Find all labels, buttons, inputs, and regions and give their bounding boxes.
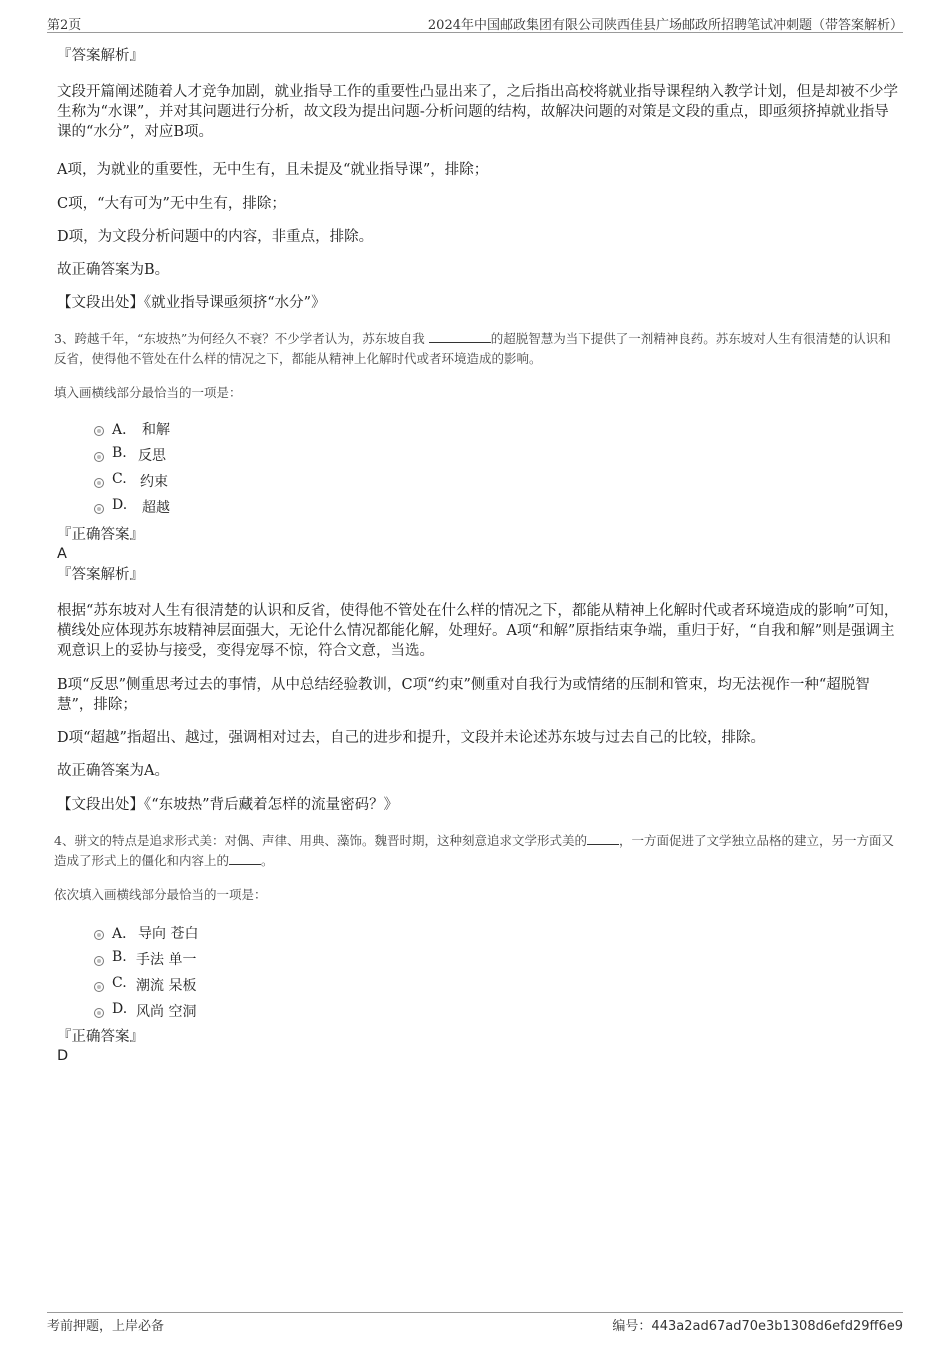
option-text: 导向 苍白 (138, 926, 199, 942)
document-title: 2024年中国邮政集团有限公司陕西佳县广场邮政所招聘笔试冲刺题（带答案解析） (427, 18, 903, 33)
option-letter: C. (112, 471, 127, 487)
footer-slogan: 考前押题，上岸必备 (47, 1319, 165, 1334)
question-4-text-part: ，一方面促进了文学独立品格的建立，另一方面又造成了形式上的僵化和内容上的 (54, 833, 894, 868)
radio-button[interactable] (94, 504, 104, 514)
analysis-paragraph: 文段开篇阐述随着人才竞争加剧，就业指导工作的重要性凸显出来了，之后指出高校将就业指导课程纳入教学计划，但是却被不少学生称为“水课”，并对其问题进行分析，故文段为提出问题-分析问题的结构，故解决问题的对策是文段的重点，即亟须挤掉就业指导课的“水分”，对应B项。 (57, 84, 898, 140)
question-3-options (54, 417, 902, 521)
passage-source: 【文段出处】《就业指导课亟须挤“水分”》 (57, 295, 326, 311)
option-letter: D. (112, 497, 128, 513)
question-4-text (54, 831, 902, 871)
option-text: 风尚 空洞 (136, 1004, 197, 1020)
radio-button[interactable] (94, 452, 104, 462)
analysis-paragraph: B项“反思”侧重思考过去的事情，从中总结经验教训，C项“约束”侧重对自我行为或情绪的压制和管束，均无法视作一种“超脱智慧”，排除； (57, 677, 870, 713)
option-letter: A． (112, 422, 137, 438)
answer-tag: 『正确答案』 (57, 1029, 144, 1045)
option-d[interactable] (54, 495, 902, 521)
question-3-prompt: 填入画横线部分最恰当的一项是： (54, 385, 242, 400)
document-code (612, 1315, 903, 1334)
page-number: 第2页 (47, 18, 82, 33)
question-4-prompt: 依次填入画横线部分最恰当的一项是： (54, 887, 267, 902)
analysis-paragraph: D项，为文段分析问题中的内容，非重点，排除。 (57, 229, 374, 245)
option-letter: B. (112, 445, 127, 461)
radio-button[interactable] (94, 1008, 104, 1018)
answer-tag: 『正确答案』 (57, 527, 144, 543)
option-text: 约束 (140, 474, 168, 490)
analysis-paragraph: 故正确答案为A。 (57, 763, 169, 779)
analysis-paragraph: C项，“大有可为”无中生有，排除； (57, 196, 286, 212)
option-b[interactable] (54, 443, 902, 469)
option-c[interactable] (54, 469, 902, 495)
code-value: 443a2ad67ad70e3b1308d6efd29ff6e9 (651, 1319, 903, 1334)
question-3-text (54, 329, 902, 369)
correct-answer: D (57, 1048, 69, 1064)
option-letter: C. (112, 975, 127, 991)
option-a[interactable] (54, 417, 902, 443)
option-c[interactable] (54, 973, 902, 999)
radio-button[interactable] (94, 956, 104, 966)
page-header (47, 14, 903, 33)
analysis-tag: 『答案解析』 (57, 567, 144, 583)
radio-button[interactable] (94, 930, 104, 940)
option-text: 超越 (142, 500, 170, 516)
option-letter: D. (112, 1001, 128, 1017)
option-letter: B. (112, 949, 127, 965)
option-d[interactable] (54, 999, 902, 1025)
question-4-text-part: 。 (261, 853, 274, 868)
question-4-text-part: 4、骈文的特点是追求形式美：对偶、声律、用典、藻饰。魏晋时期，这种刻意追求文学形式美的 (54, 833, 587, 848)
option-a[interactable] (54, 921, 902, 947)
option-b[interactable] (54, 947, 902, 973)
code-label: 编号： (612, 1319, 652, 1334)
radio-button[interactable] (94, 426, 104, 436)
analysis-paragraph: 根据“苏东坡对人生有很清楚的认识和反省，使得他不管处在什么样的情况之下，都能从精神上化解时代或者环境造成的影响”可知，横线处应体现苏东坡精神层面强大，无论什么情况都能化解，处理好。A项“和解”原指结束争端，重归于好，“自我和解”则是强调主观意识上的妥协与接受，变得宠辱不惊，符合文意，当选。 (57, 603, 899, 659)
analysis-tag: 『答案解析』 (57, 48, 144, 64)
fill-blank (229, 851, 261, 865)
option-text: 手法 单一 (136, 952, 197, 968)
option-text: 反思 (138, 448, 166, 464)
question-4-options (54, 921, 902, 1025)
option-letter: A． (112, 926, 137, 942)
option-text: 和解 (142, 422, 170, 438)
analysis-paragraph: A项，为就业的重要性，无中生有，且未提及“就业指导课”，排除； (57, 162, 489, 178)
page-content (54, 46, 902, 1065)
option-text: 潮流 呆板 (136, 978, 197, 994)
correct-answer: A (57, 546, 67, 562)
question-3-text-after: 的超脱智慧为当下提供了一剂精神良药。苏东坡对人生有很清楚的认识和反省，使得他不管处在什么样的情况之下，都能从精神上化解时代或者环境造成的影响。 (54, 331, 891, 366)
fill-blank (587, 831, 619, 845)
analysis-paragraph: D项“超越”指超出、越过，强调相对过去，自己的进步和提升，文段并未论述苏东坡与过去自己的比较，排除。 (57, 730, 765, 746)
radio-button[interactable] (94, 982, 104, 992)
analysis-paragraph: 故正确答案为B。 (57, 262, 170, 278)
question-3-text-before: 3、跨越千年，“东坡热”为何经久不衰？不少学者认为，苏东坡自我 (54, 331, 425, 346)
passage-source: 【文段出处】《“东坡热”背后藏着怎样的流量密码？》 (57, 797, 399, 813)
radio-button[interactable] (94, 478, 104, 488)
page-footer (47, 1312, 903, 1337)
fill-blank (429, 329, 491, 343)
